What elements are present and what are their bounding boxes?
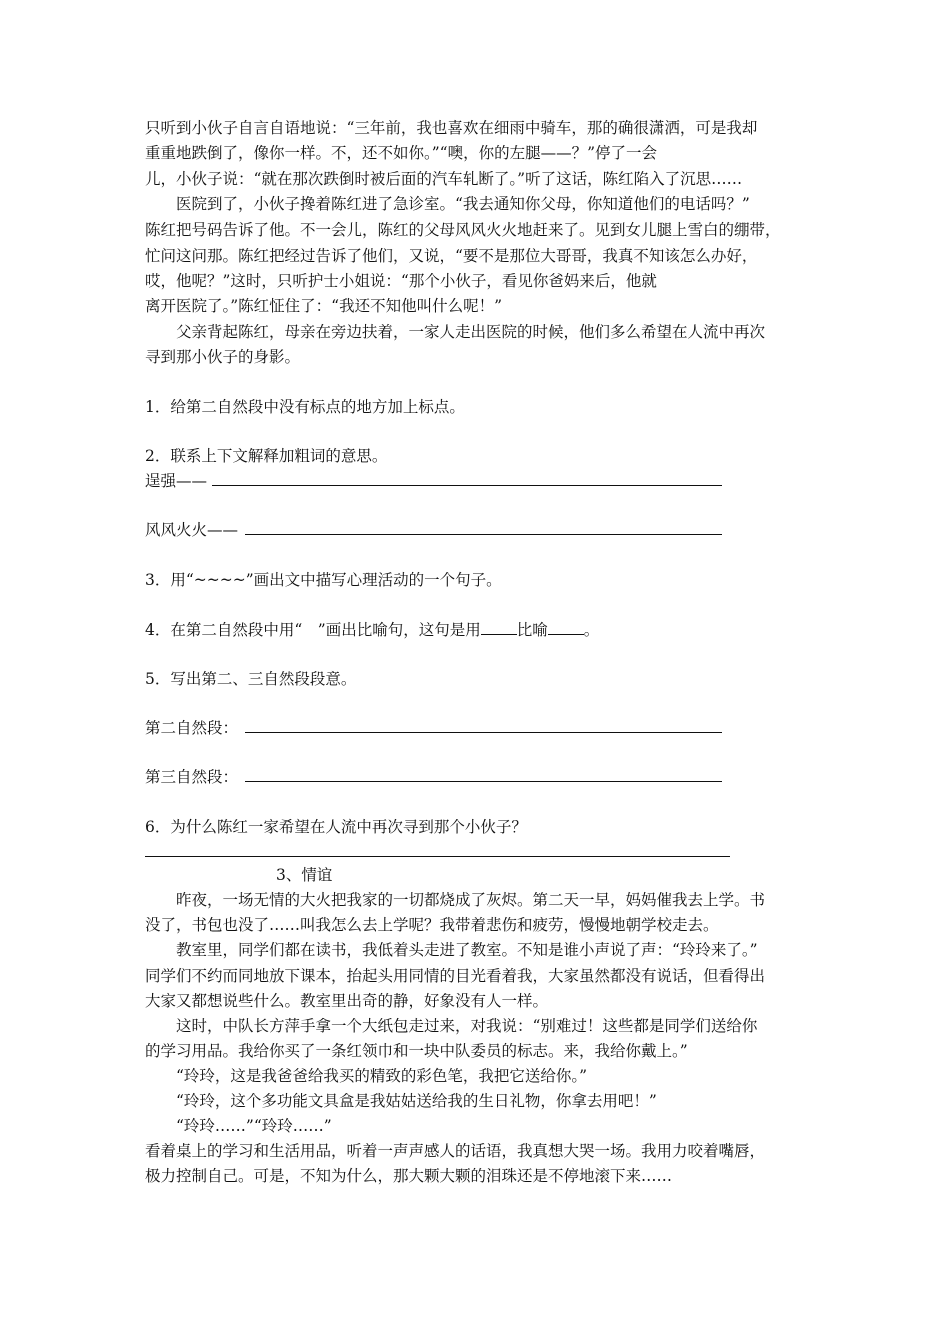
story-p3-line-1: 父亲背起陈红，母亲在旁边扶着，一家人走出医院的时候，他们多么希望在人流中再次: [176, 323, 766, 341]
question-2a-label: 逞强——: [145, 472, 208, 490]
question-2b-label: 风风火火——: [145, 521, 239, 539]
question-1: 1．给第二自然段中没有标点的地方加上标点。: [145, 398, 465, 416]
question-4-text: 4．在第二自然段中用“ ”画出比喻句，这句是用: [145, 621, 481, 639]
story2-p7-line-2: 极力控制自己。可是，不知为什么，那大颗大颗的泪珠还是不停地滚下来……: [145, 1167, 673, 1185]
answer-line-5a[interactable]: [245, 732, 722, 733]
question-6: 6．为什么陈红一家希望在人流中再次寻到那个小伙子？: [145, 818, 527, 836]
answer-blank-4a[interactable]: [481, 620, 517, 635]
story-p2-line-3: 忙问这问那。陈红把经过告诉了他们，又说，“要不是那位大哥哥，我真不知该怎么办好，: [145, 247, 758, 265]
story2-p1-line-2: 没了，书包也没了……叫我怎么去上学呢？我带着悲伤和疲劳，慢慢地朝学校走去。: [145, 916, 719, 934]
story-p2-line-2: 陈红把号码告诉了他。不一会儿，陈红的父母风风火火地赶来了。见到女儿腿上雪白的绷带，: [145, 221, 781, 239]
story-p2-line-5: 离开医院了。”陈红怔住了：“我还不知他叫什么呢！”: [145, 297, 503, 315]
story2-p3-line-1: 这时，中队长方萍手拿一个大纸包走过来，对我说：“别难过！这些都是同学们送给你: [176, 1017, 758, 1035]
story2-title: 3、情谊: [276, 866, 333, 884]
question-5: 5．写出第二、三自然段段意。: [145, 670, 357, 688]
answer-line-5b[interactable]: [245, 781, 722, 782]
story2-p5: “玲玲，这个多功能文具盒是我姑姑送给我的生日礼物，你拿去用吧！”: [176, 1092, 657, 1110]
answer-line-6[interactable]: [145, 856, 730, 857]
answer-blank-4b[interactable]: [548, 620, 584, 635]
story-p1-line-2: 重重地跌倒了，像你一样。不，还不如你。”“噢，你的左腿——？”停了一会: [145, 144, 658, 162]
story2-p7-line-1: 看着桌上的学习和生活用品，听着一声声感人的话语，我真想大哭一场。我用力咬着嘴唇，: [145, 1142, 766, 1160]
question-4-end: 。: [583, 621, 600, 639]
story2-p4: “玲玲，这是我爸爸给我买的精致的彩色笔，我把它送给你。”: [176, 1067, 588, 1085]
answer-line-2b[interactable]: [245, 534, 722, 535]
story-p2-line-1: 医院到了，小伙子搀着陈红进了急诊室。“我去通知你父母，你知道他们的电话吗？”: [176, 195, 750, 213]
story2-p3-line-2: 的学习用品。我给你买了一条红领巾和一块中队委员的标志。来，我给你戴上。”: [145, 1042, 688, 1060]
answer-line-2a[interactable]: [212, 485, 722, 486]
story-p3-line-2: 寻到那小伙子的身影。: [145, 348, 301, 366]
question-2: 2．联系上下文解释加粗词的意思。: [145, 447, 388, 465]
question-3: 3．用“~~~~”画出文中描写心理活动的一个句子。: [145, 571, 502, 589]
story-p1-line-1: 只听到小伙子自言自语地说：“三年前，我也喜欢在细雨中骑车，那的确很潇洒，可是我却: [145, 119, 758, 137]
story2-p2-line-1: 教室里，同学们都在读书，我低着头走进了教室。不知是谁小声说了声：“玲玲来了。”: [176, 941, 758, 959]
question-4-mid: 比喻: [516, 621, 548, 639]
story-p2-line-4: 哎，他呢？”这时，只听护士小姐说：“那个小伙子，看见你爸妈来后，他就: [145, 272, 657, 290]
question-5b-label: 第三自然段：: [145, 768, 239, 786]
story2-p2-line-3: 大家又都想说些什么。教室里出奇的静，好象没有人一样。: [145, 992, 549, 1010]
question-4: [145, 620, 599, 640]
question-5a-label: 第二自然段：: [145, 719, 239, 737]
story2-p6: “玲玲……”“玲玲……”: [176, 1117, 332, 1135]
story-p1-line-3: 儿，小伙子说：“就在那次跌倒时被后面的汽车轧断了。”听了这话，陈红陷入了沉思……: [145, 170, 743, 188]
story2-p1-line-1: 昨夜，一场无情的大火把我家的一切都烧成了灰烬。第二天一早，妈妈催我去上学。书: [176, 891, 766, 909]
story2-p2-line-2: 同学们不约而同地放下课本，抬起头用同情的目光看着我，大家虽然都没有说话，但看得出: [145, 967, 766, 985]
